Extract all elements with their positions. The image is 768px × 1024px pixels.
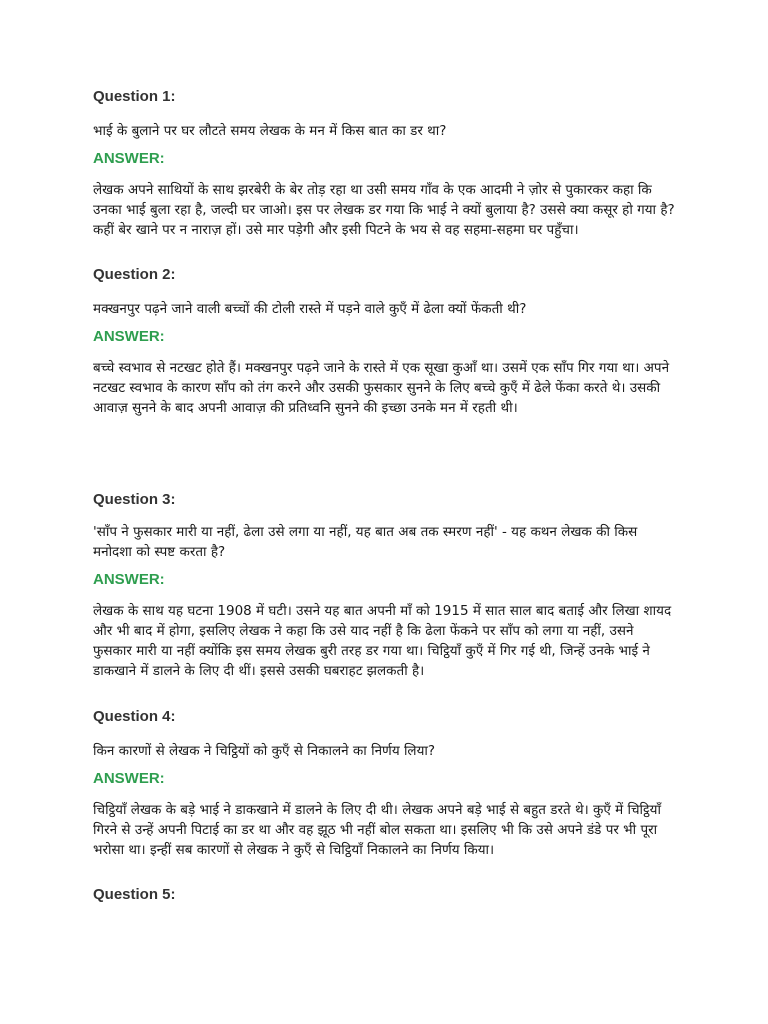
question-2 bbox=[93, 266, 675, 418]
answer-text: बच्चे स्वभाव से नटखट होते हैं। मक्खनपुर पढ़ने जाने के रास्ते में एक सूखा कुआँ था। उसमें एक साँप गिर गया था। अपने नटखट स्वभाव के कारण साँप को तंग करने और उसकी फुसकार सुनने के लिए बच्चे कुएँ में ढेले फेंका करते थे। उसकी आवाज़ सुनने के बाद अपनी आवाज़ की प्रतिध्वनि सुनने की इच्छा उनके मन में रहती थी। bbox=[93, 360, 670, 416]
question-1 bbox=[93, 88, 675, 240]
question-text: किन कारणों से लेखक ने चिट्ठियों को कुएँ से निकालने का निर्णय लिया? bbox=[93, 743, 436, 759]
question-heading: Question 1: bbox=[93, 88, 176, 105]
answer-text: लेखक अपने साथियों के साथ झरबेरी के बेर तोड़ रहा था उसी समय गाँव के एक आदमी ने ज़ोर से पुकारकर कहा कि उनका भाई बुला रहा है, जल्दी घर जाओ। इस पर लेखक डर गया कि भाई ने क्यों बुलाया है? उससे क्या कसूर हो गया है? कहीं बेर खाने पर न नाराज़ हों। उसे मार पड़ेगी और इसी पिटने के भय से वह सहमा-सहमा घर पहुँचा। bbox=[93, 182, 675, 238]
question-heading: Question 5: bbox=[93, 886, 176, 903]
answer-label: ANSWER: bbox=[93, 328, 165, 345]
answer-label: ANSWER: bbox=[93, 571, 165, 588]
question-heading: Question 3: bbox=[93, 491, 176, 508]
answer-label: ANSWER: bbox=[93, 770, 165, 787]
answer-text: लेखक के साथ यह घटना 1908 में घटी। उसने यह बात अपनी माँ को 1915 में सात साल बाद बताई और लिखा शायद और भी बाद में होगा, इसलिए लेखक ने कहा कि उसे याद नहीं है कि ढेला फेंकने पर साँप को लगा या नहीं, उसने फुसकार मारी या नहीं क्योंकि इस समय लेखक बुरी तरह डर गया था। चिट्ठियाँ कुएँ में गिर गई थी, जिन्हें उनके भाई ने डाकखाने में डालने के लिए दी थीं। इससे उसकी घबराहट झलकती है। bbox=[93, 603, 672, 679]
question-3 bbox=[93, 491, 675, 681]
question-text: 'साँप ने फुसकार मारी या नहीं, ढेला उसे लगा या नहीं, यह बात अब तक स्मरण नहीं' - यह कथन लेखक की किस मनोदशा को स्पष्ट करता है? bbox=[93, 524, 638, 560]
question-4 bbox=[93, 708, 675, 860]
question-heading: Question 4: bbox=[93, 708, 176, 725]
question-text: भाई के बुलाने पर घर लौटते समय लेखक के मन में किस बात का डर था? bbox=[93, 123, 447, 139]
question-5 bbox=[93, 886, 675, 903]
answer-text: चिट्ठियाँ लेखक के बड़े भाई ने डाकखाने में डालने के लिए दी थी। लेखक अपने बड़े भाई से बहुत डरते थे। कुएँ में चिट्ठियाँ गिरने से उन्हें अपनी पिटाई का डर था और वह झूठ भी नहीं बोल सकता था। इसलिए भी कि उसे अपने डंडे पर भी पूरा भरोसा था। इन्हीं सब कारणों से लेखक ने कुएँ से चिट्ठियाँ निकालने का निर्णय किया। bbox=[93, 802, 661, 858]
question-heading: Question 2: bbox=[93, 266, 176, 283]
question-text: मक्खनपुर पढ़ने जाने वाली बच्चों की टोली रास्ते में पड़ने वाले कुएँ में ढेला क्यों फेंकती थी? bbox=[93, 301, 527, 317]
answer-label: ANSWER: bbox=[93, 150, 165, 167]
